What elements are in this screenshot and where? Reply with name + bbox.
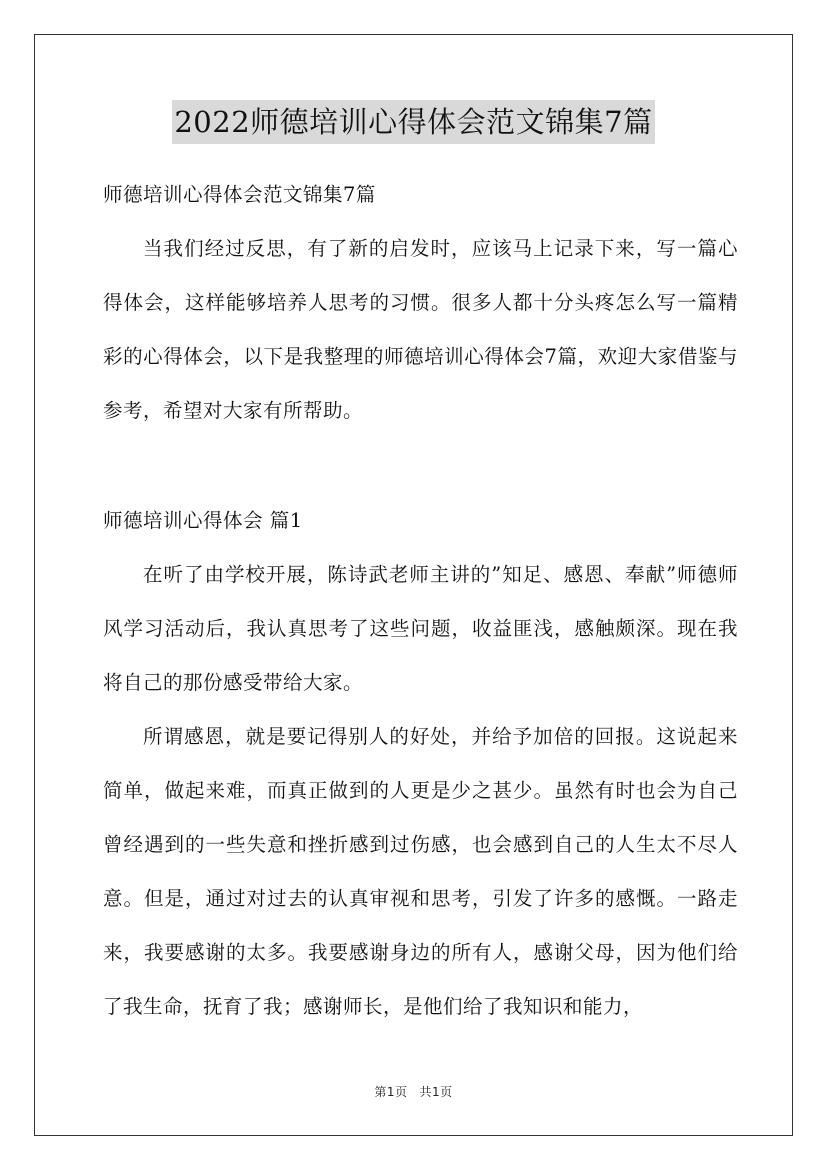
intro-paragraph: 当我们经过反思，有了新的启发时，应该马上记录下来，写一篇心得体会，这样能够培养人思考的习惯。很多人都十分头疼怎么写一篇精彩的心得体会，以下是我整理的师德培训心得体会7篇，欢迎大家借鉴与参考，希望对大家有所帮助。: [103, 237, 738, 422]
section-heading: 师德培训心得体会 篇1: [103, 509, 303, 532]
body-paragraph-2: 所谓感恩，就是要记得别人的好处，并给予加倍的回报。这说起来简单，做起来难，而真正做到的人更是少之甚少。虽然有时也会为自己曾经遇到的一些失意和挫折感到过伤感，也会感到自己的人生太不尽人意。但是，通过对过去的认真审视和思考，引发了许多的感慨。一路走来，我要感谢的太多。我要感谢身边的所有人，感谢父母，因为他们给了我生命，抚育了我；感谢师长，是他们给了我知识和能力，: [103, 725, 738, 1018]
page-footer: [0, 1083, 827, 1100]
section-body: [103, 548, 738, 1034]
body-paragraph-1: 在听了由学校开展，陈诗武老师主讲的”知足、感恩、奉献”师德师风学习活动后，我认真思考了这些问题，收益匪浅，感触颇深。现在我将自己的那份感受带给大家。: [103, 563, 738, 694]
intro-section: [103, 222, 738, 438]
document-subtitle: 师德培训心得体会范文锦集7篇: [103, 183, 376, 206]
page-number: 第1页: [374, 1085, 408, 1099]
page-total: 共1页: [419, 1085, 453, 1099]
document-title: 2022师德培训心得体会范文锦集7篇: [172, 100, 654, 144]
title-container: [0, 100, 827, 144]
